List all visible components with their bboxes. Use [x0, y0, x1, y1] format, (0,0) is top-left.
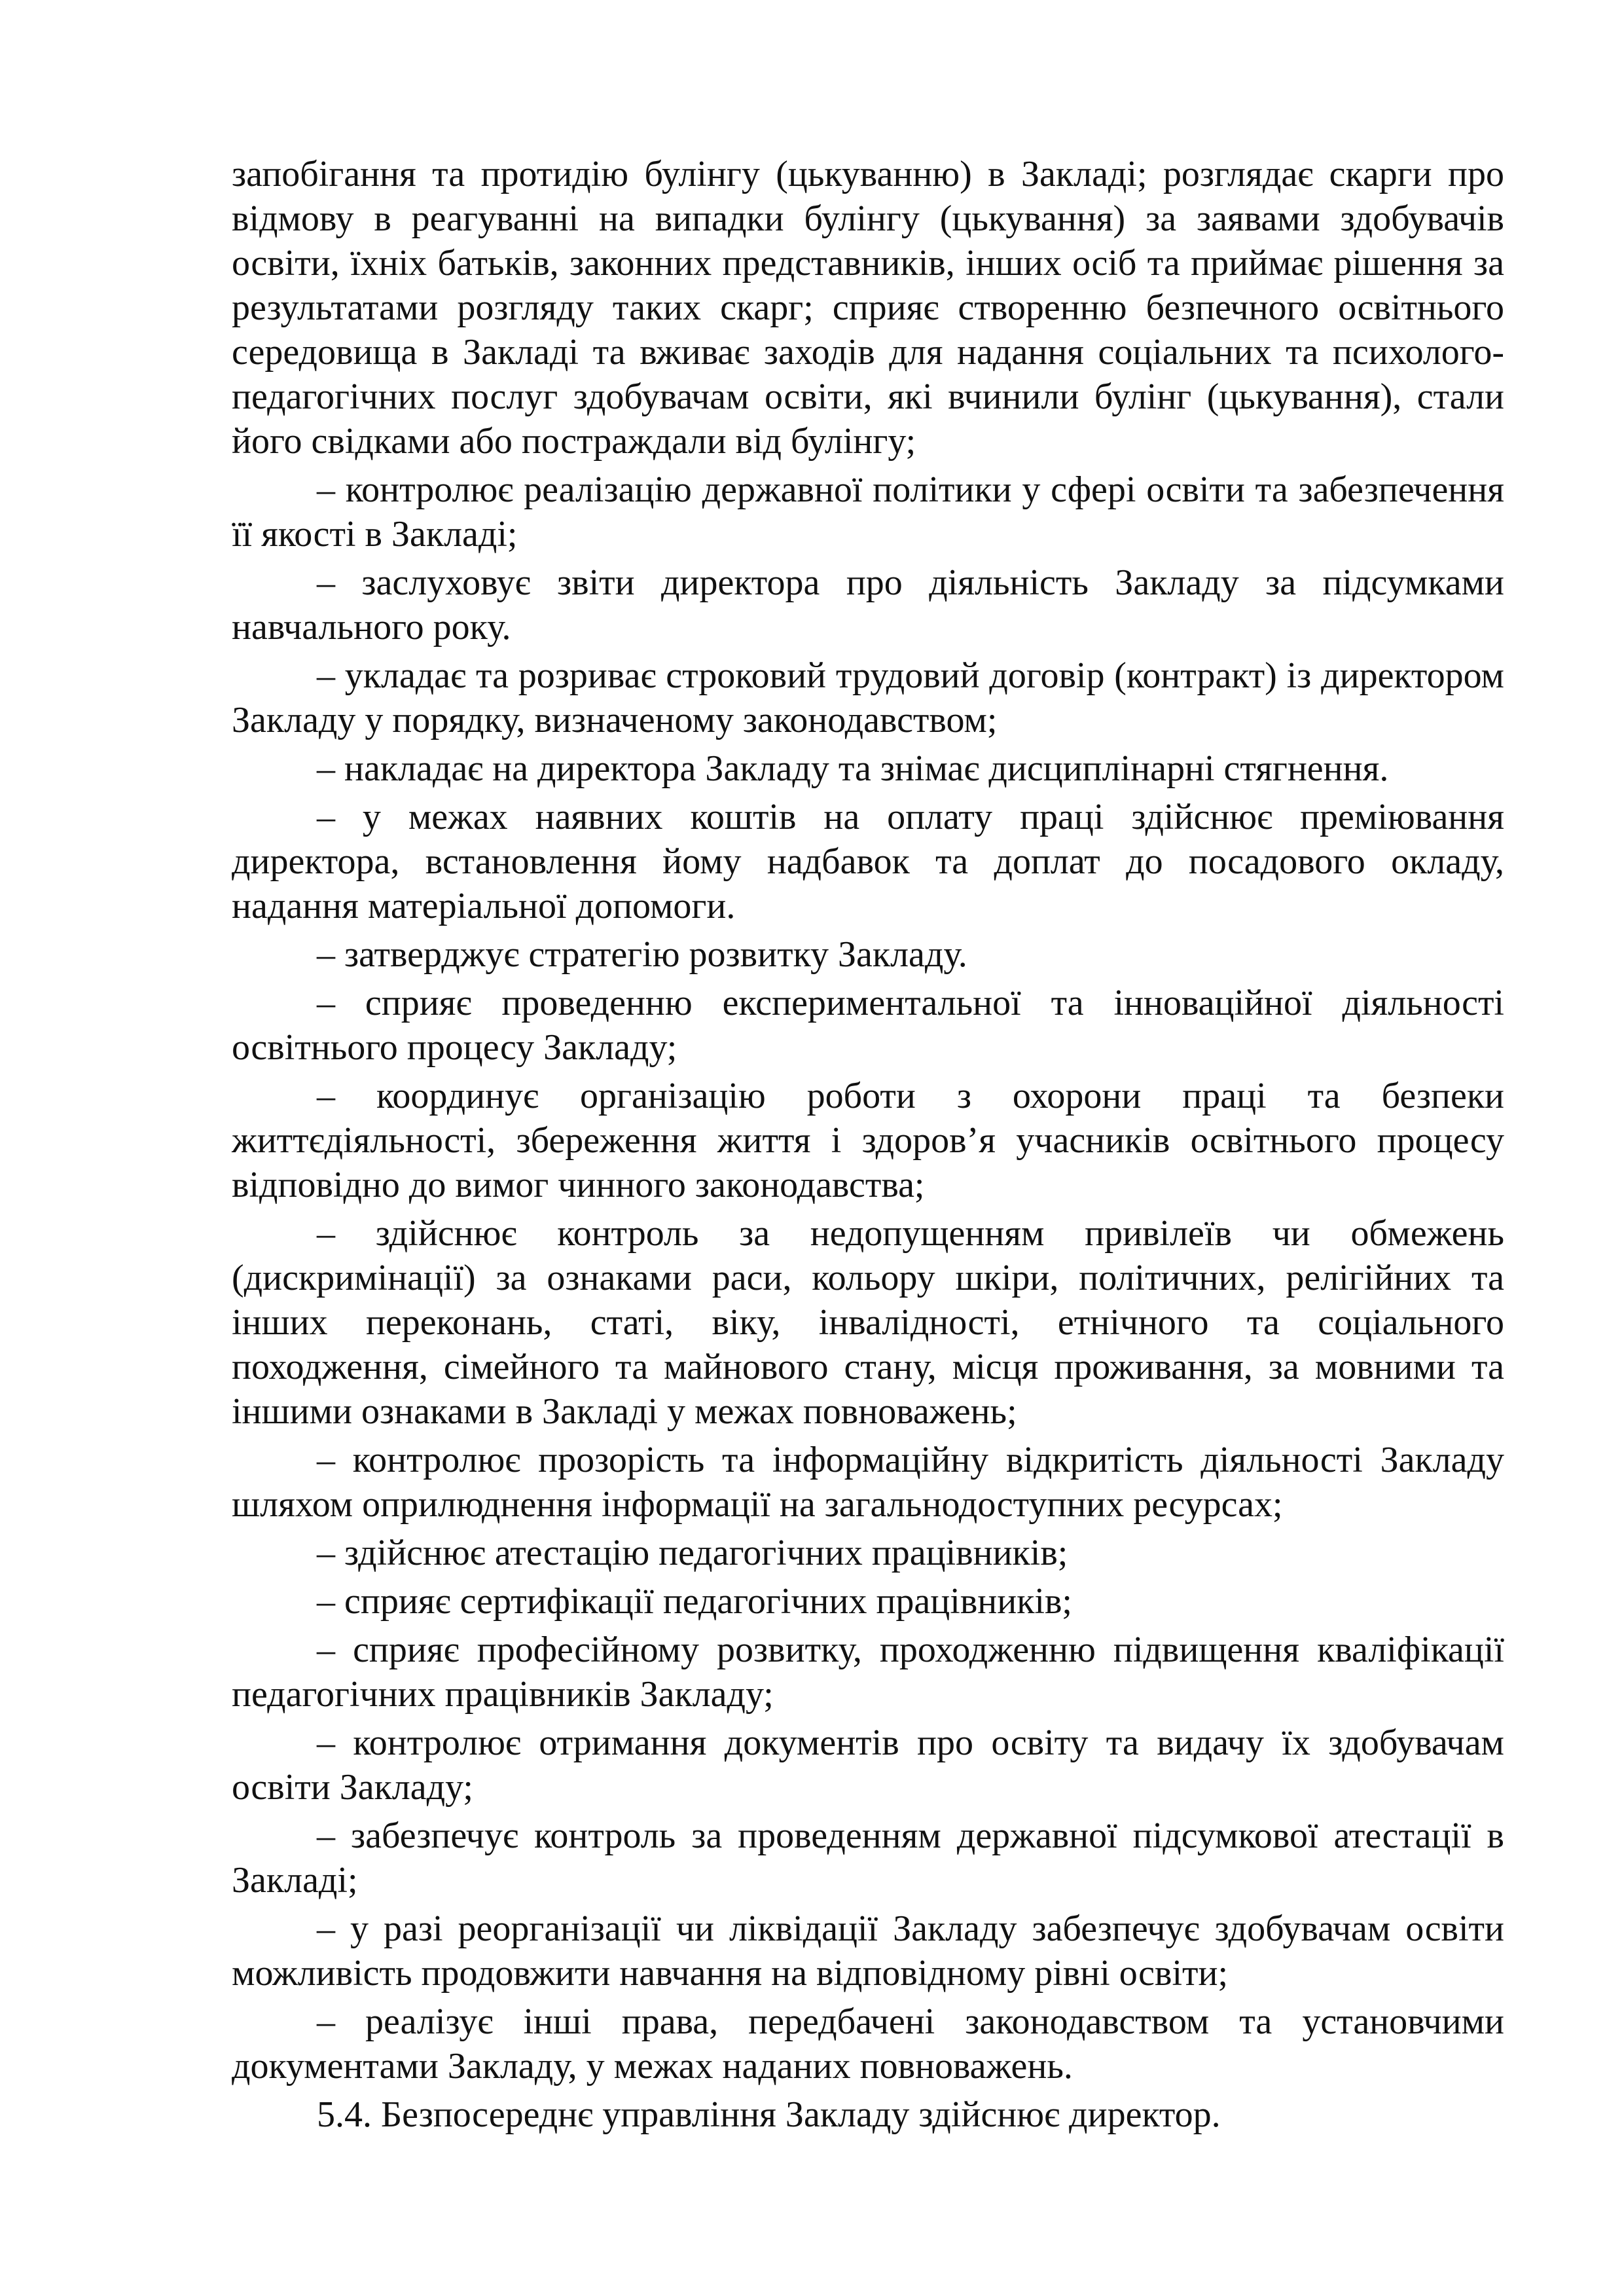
list-item: – у разі реорганізації чи ліквідації Закладу забезпечує здобувачам освіти можливість продовжити навчання на відповідному рівні освіти;: [232, 1908, 1504, 1994]
list-item: – контролює реалізацію державної політики у сфері освіти та забезпечення її якості в Закладі;: [232, 469, 1504, 555]
list-item: – сприяє сертифікації педагогічних працівників;: [317, 1581, 1072, 1622]
list-item: – здійснює контроль за недопущенням привілеїв чи обмежень (дискримінації) за ознаками раси, кольору шкіри, політичних, релігійних та інших переконань, статі, віку, інвалідності, етнічного та соціального походження, сімейного та майнового стану, місця проживання, за мовними та іншими ознаками в Закладі у межах повноважень;: [232, 1213, 1504, 1432]
section-paragraph: 5.4. Безпосереднє управління Закладу здійснює директор.: [317, 2094, 1221, 2135]
list-item: – здійснює атестацію педагогічних працівників;: [317, 1533, 1068, 1573]
list-item: – сприяє професійному розвитку, проходженню підвищення кваліфікації педагогічних працівників Закладу;: [232, 1630, 1504, 1715]
list-item: – реалізує інші права, передбачені законодавством та установчими документами Закладу, у межах наданих повноважень.: [232, 2001, 1504, 2086]
list-item: – заслуховує звіти директора про діяльність Закладу за підсумками навчального року.: [232, 562, 1504, 647]
list-item: – у межах наявних коштів на оплату праці здійснює преміювання директора, встановлення йому надбавок та доплат до посадового окладу, надання матеріальної допомоги.: [232, 797, 1504, 926]
list-item: – укладає та розриває строковий трудовий договір (контракт) із директором Закладу у порядку, визначеному законодавством;: [232, 655, 1504, 740]
list-item: – контролює прозорість та інформаційну відкритість діяльності Закладу шляхом оприлюднення інформації на загальнодоступних ресурсах;: [232, 1440, 1504, 1525]
document-page: [232, 152, 1504, 2137]
list-item: – сприяє проведенню експериментальної та інноваційної діяльності освітнього процесу Закладу;: [232, 983, 1504, 1068]
list-item: – забезпечує контроль за проведенням державної підсумкової атестації в Закладі;: [232, 1815, 1504, 1901]
list-item: – координує організацію роботи з охорони праці та безпеки життєдіяльності, збереження життя і здоров’я учасників освітнього процесу відповідно до вимог чинного законодавства;: [232, 1076, 1504, 1205]
list-item: – затверджує стратегію розвитку Закладу.: [317, 934, 967, 975]
lead-paragraph: запобігання та протидію булінгу (цькуванню) в Закладі; розглядає скарги про відмову в реагуванні на випадки булінгу (цькування) за заявами здобувачів освіти, їхніх батьків, законних представників, інших осіб та приймає рішення за результатами розгляду таких скарг; сприяє створенню безпечного освітнього середовища в Закладі та вживає заходів для надання соціальних та психолого-педагогічних послуг здобувачам освіти, які вчинили булінг (цькування), стали його свідками або постраждали від булінгу;: [232, 154, 1504, 462]
list-item: – контролює отримання документів про освіту та видачу їх здобувачам освіти Закладу;: [232, 1722, 1504, 1808]
list-item: – накладає на директора Закладу та знімає дисциплінарні стягнення.: [317, 748, 1389, 789]
